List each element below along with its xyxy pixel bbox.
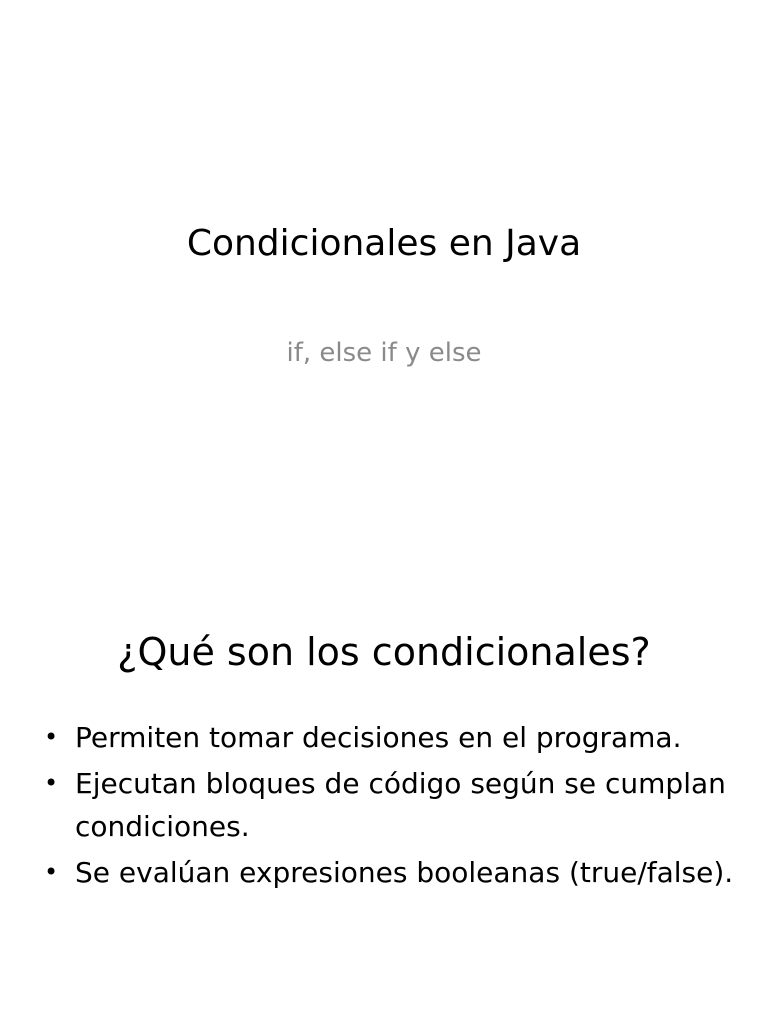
bullet-icon: • xyxy=(44,769,59,797)
bullet-text: Ejecutan bloques de código según se cumplan condiciones. xyxy=(75,767,726,843)
slide-subtitle: if, else if y else xyxy=(286,338,482,368)
bullet-text: Se evalúan expresiones booleanas (true/false). xyxy=(75,856,734,889)
bullet-icon: • xyxy=(44,723,59,751)
bullet-text: Permiten tomar decisiones en el programa. xyxy=(75,721,682,754)
content-title-heading: ¿Qué son los condicionales? xyxy=(117,630,651,674)
bullet-item xyxy=(44,851,734,894)
bullet-item xyxy=(44,762,734,848)
bullet-item xyxy=(44,716,734,759)
slide-title-heading: Condicionales en Java xyxy=(186,223,582,264)
bullet-list xyxy=(44,716,734,897)
slide-content xyxy=(0,576,768,1024)
bullet-icon: • xyxy=(44,858,59,886)
